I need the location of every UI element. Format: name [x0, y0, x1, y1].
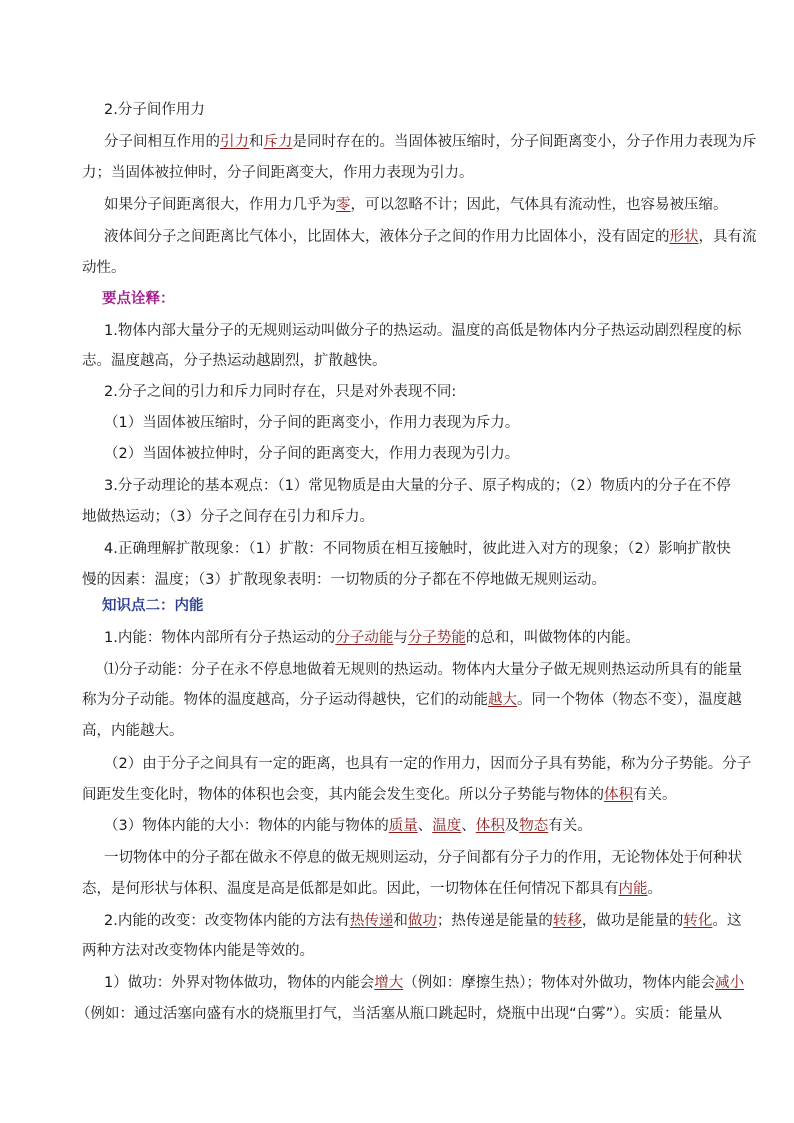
paragraph-3-line-1: 液体间分子之间距离比气体小，比固体大，液体分子之间的作用力比固体小，没有固定的形状，具有流: [104, 229, 757, 245]
keypoint-4-line-2: 慢的因素：温度；（3）扩散现象表明：一切物质的分子都在不停地做无规则运动。: [82, 572, 606, 588]
doing-work-line-2: （例如：通过活塞向盛有水的烧瓶里打气，当活塞从瓶口跳起时，烧瓶中出现“白雾”）。实质：能量从: [76, 1006, 722, 1022]
keypoints-heading: 要点诠释：: [102, 291, 175, 307]
keypoint-2-item-2: （2）当固体被拉伸时，分子间的距离变大，作用力表现为引力。: [104, 446, 520, 462]
term-work: 做功: [407, 913, 437, 929]
keypoint-3-line-2: 地做热运动；（3）分子之间存在引力和斥力。: [82, 509, 374, 525]
paragraph-1-line-2: 力；当固体被拉伸时，分子间距离变大，作用力表现为引力。: [82, 165, 474, 181]
term-state: 物态: [519, 818, 549, 834]
term-decrease: 减小: [714, 975, 744, 991]
term-molecular-kinetic-energy: 分子动能: [335, 630, 394, 646]
potential-energy-line-1: （2）由于分子之间具有一定的距离，也具有一定的作用力，因而分子具有势能，称为分子势能。分子: [104, 756, 752, 772]
keypoint-1-line-1: 1.物体内部大量分子的无规则运动叫做分子的热运动。温度的高低是物体内分子热运动剧烈程度的标: [104, 323, 742, 339]
term-transfer: 转移: [552, 913, 582, 929]
term-internal-energy: 内能: [618, 881, 648, 897]
keypoint-2: 2.分子之间的引力和斥力同时存在，只是对外表现不同:: [104, 384, 457, 400]
term-repulsion: 斥力: [263, 134, 293, 150]
keypoint-1-line-2: 志。温度越高，分子热运动越剧烈，扩散越快。: [82, 353, 387, 369]
section-title-intermolecular-force: 2.分子间作用力: [104, 102, 205, 118]
term-larger: 越大: [488, 692, 517, 708]
doing-work-line-1: 1）做功：外界对物体做功，物体的内能会增大（例如：摩擦生热）；物体对外做功，物体内能会减小: [104, 975, 744, 991]
all-objects-line-2: 态，是何形状与体积、温度是高是低都是如此。因此，一切物体在任何情况下都具有内能。: [82, 881, 662, 897]
term-shape: 形状: [669, 229, 699, 245]
paragraph-1-line-1: 分子间相互作用的引力和斥力是同时存在的。当固体被压缩时，分子间距离变小，分子作用力表现为斥: [104, 134, 757, 150]
term-conversion: 转化: [683, 913, 713, 929]
paragraph-3-line-2: 动性。: [82, 260, 126, 276]
definition-internal-energy: 1.内能：物体内部所有分子热运动的分子动能与分子势能的总和，叫做物体的内能。: [104, 630, 640, 646]
change-methods-line-2: 两种方法对改变物体内能是等效的。: [82, 943, 314, 959]
section-2-heading: 知识点二：内能: [102, 598, 204, 614]
term-volume-2: 体积: [475, 818, 505, 834]
term-heat-transfer: 热传递: [349, 913, 394, 929]
term-increase: 增大: [374, 975, 404, 991]
kinetic-energy-line-2: 称为分子动能。物体的温度越高，分子运动得越快，它们的动能越大。同一个物体（物态不变），温度越: [82, 692, 742, 708]
paragraph-2: 如果分子间距离很大，作用力几乎为零，可以忽略不计；因此，气体具有流动性，也容易被压缩。: [104, 197, 728, 213]
change-methods-line-1: 2.内能的改变：改变物体内能的方法有热传递和做功；热传递是能量的转移，做功是能量的转化。这: [104, 913, 742, 929]
term-attraction: 引力: [220, 134, 249, 150]
term-zero: 零: [336, 197, 351, 213]
term-temperature: 温度: [432, 818, 462, 834]
keypoint-2-item-1: （1）当固体被压缩时，分子间的距离变小，作用力表现为斥力。: [104, 415, 520, 431]
internal-energy-factors: （3）物体内能的大小：物体的内能与物体的质量、温度、体积及物态有关。: [104, 818, 592, 834]
term-molecular-potential-energy: 分子势能: [407, 630, 466, 646]
kinetic-energy-line-1: ⑴分子动能：分子在永不停息地做着无规则的热运动。物体内大量分子做无规则热运动所具有的能量: [104, 662, 742, 678]
kinetic-energy-line-3: 高，内能越大。: [82, 723, 184, 739]
keypoint-3-line-1: 3.分子动理论的基本观点：（1）常见物质是由大量的分子、原子构成的；（2）物质内的分子在不停: [104, 478, 731, 494]
term-volume: 体积: [604, 787, 633, 803]
potential-energy-line-2: 间距发生变化时，物体的体积也会变，其内能会发生变化。所以分子势能与物体的体积有关。: [82, 787, 677, 803]
keypoint-4-line-1: 4.正确理解扩散现象：（1）扩散：不同物质在相互接触时，彼此进入对方的现象；（2）影响扩散快: [104, 541, 731, 557]
all-objects-line-1: 一切物体中的分子都在做永不停息的做无规则运动，分子间都有分子力的作用，无论物体处于何种状: [104, 850, 742, 866]
term-mass: 质量: [388, 818, 418, 834]
